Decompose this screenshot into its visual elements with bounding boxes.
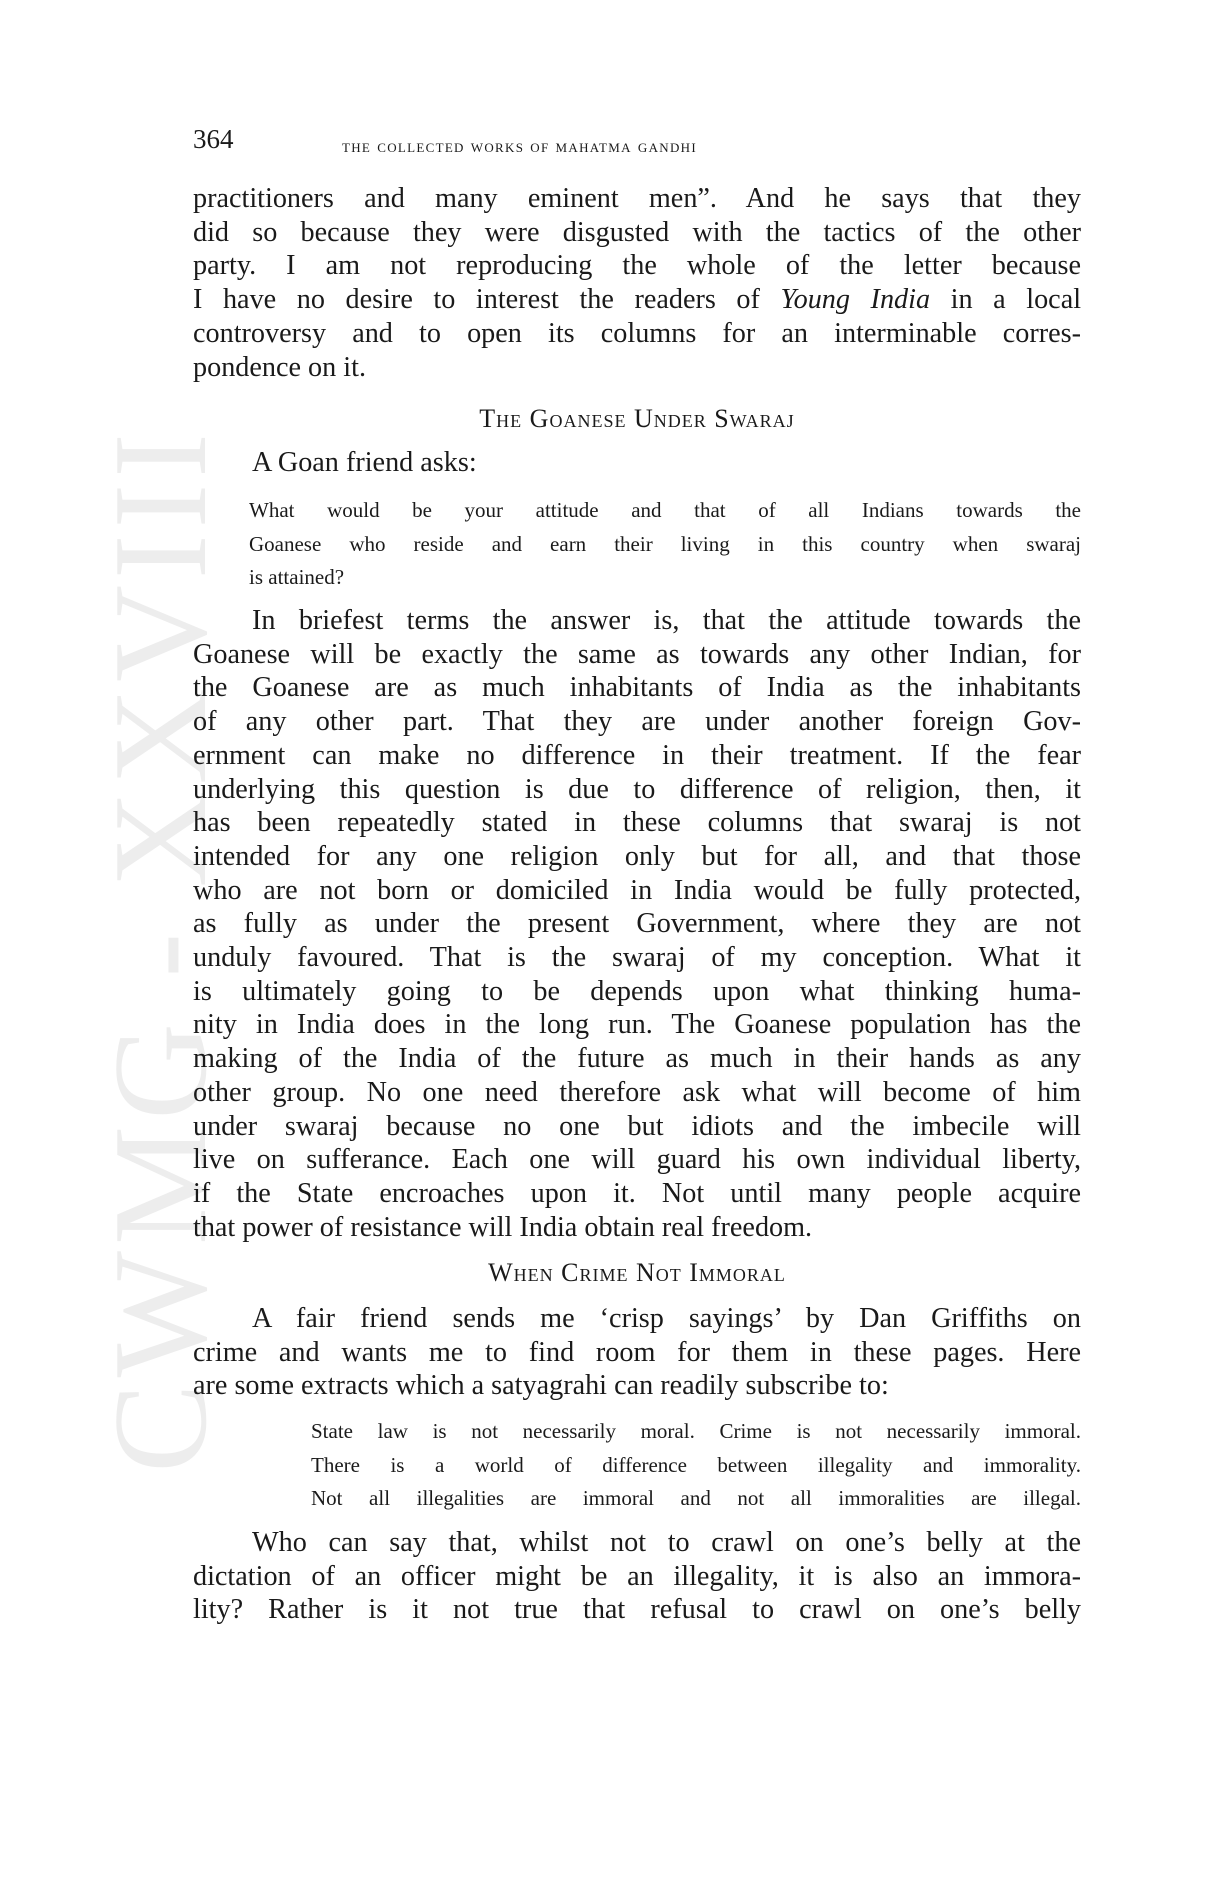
text-line: making of the India of the future as much in their hands as any xyxy=(193,1043,1081,1075)
running-head: the collected works of mahatma gandhi xyxy=(342,136,697,157)
text-line: live on sufferance. Each one will guard his own individual liberty, xyxy=(193,1144,1081,1176)
quote-line: Goanese who reside and earn their living in this country when swaraj xyxy=(249,531,1081,556)
text-line: as fully as under the present Government, where they are not xyxy=(193,908,1081,940)
quote-line: What would be your attitude and that of all Indians towards the xyxy=(249,498,1081,522)
section-intro: A Goan friend asks: xyxy=(252,447,477,478)
text-line: Who can say that, whilst not to crawl on one’s belly at the xyxy=(252,1527,1081,1558)
quote-line: State law is not necessarily moral. Crime is not necessarily immoral. xyxy=(311,1419,1081,1443)
text-fragment: I have no desire to interest the readers of xyxy=(193,284,760,316)
block-quote xyxy=(311,1415,1081,1516)
text-line: if the State encroaches upon it. Not until many people acquire xyxy=(193,1177,1081,1209)
text-line: is ultimately going to be depends upon what thinking huma- xyxy=(193,975,1081,1007)
page-number: 364 xyxy=(193,124,234,154)
quote-line: Not all illegalities are immoral and not all immoralities are illegal. xyxy=(311,1486,1081,1510)
text-line: Goanese will be exactly the same as towards any other Indian, for xyxy=(193,638,1081,670)
section-intro xyxy=(193,1302,1081,1403)
text-line: has been repeatedly stated in these columns that swaraj is not xyxy=(193,807,1081,839)
quote-line: There is a world of difference between illegality and immorality. xyxy=(311,1452,1081,1477)
text-line: A fair friend sends me ‘crisp sayings’ by Dan Griffiths on xyxy=(252,1303,1081,1334)
text-line: intended for any one religion only but for all, and that those xyxy=(193,840,1081,872)
answer-paragraph xyxy=(193,604,1081,1244)
text-line: nity in India does in the long run. The Goanese population has the xyxy=(193,1009,1081,1041)
text-line: are some extracts which a satyagrahi can readily subscribe to: xyxy=(193,1370,889,1402)
text-line: did so because they were disgusted with the tactics of the other xyxy=(193,216,1081,248)
italic-title: Young India xyxy=(780,284,931,316)
text-line: In briefest terms the answer is, that the attitude towards the xyxy=(252,605,1081,636)
section-heading: The Goanese Under Swaraj xyxy=(479,404,795,433)
text-line xyxy=(193,283,1081,317)
block-quote xyxy=(249,494,1081,595)
text-line: the Goanese are as much inhabitants of India as the inhabitants xyxy=(193,672,1081,704)
text-line: lity? Rather is it not true that refusal to crawl on one’s belly xyxy=(193,1594,1081,1626)
text-line: ernment can make no difference in their treatment. If the fear xyxy=(193,739,1081,771)
text-line: of any other part. That they are under another foreign Gov- xyxy=(193,706,1081,738)
paragraph-continuation xyxy=(193,182,1081,384)
text-line: other group. No one need therefore ask what will become of him xyxy=(193,1076,1081,1108)
quote-line: is attained? xyxy=(249,565,345,589)
text-line: party. I am not reproducing the whole of the letter because xyxy=(193,250,1081,282)
text-fragment: in a local xyxy=(950,284,1082,316)
text-line: unduly favoured. That is the swaraj of my conception. What it xyxy=(193,942,1081,974)
closing-paragraph xyxy=(193,1526,1081,1627)
section-heading: When Crime Not Immoral xyxy=(488,1258,786,1287)
text-line: controversy and to open its columns for an interminable corres- xyxy=(193,317,1081,349)
text-line: who are not born or domiciled in India would be fully protected, xyxy=(193,874,1081,906)
text-line: practitioners and many eminent men”. And he says that they xyxy=(193,183,1081,214)
text-line: pondence on it. xyxy=(193,351,366,383)
text-line: dictation of an officer might be an illegality, it is also an immora- xyxy=(193,1560,1081,1592)
text-line: under swaraj because no one but idiots and the imbecile will xyxy=(193,1110,1081,1142)
text-line: that power of resistance will India obtain real freedom. xyxy=(193,1211,813,1243)
text-line: underlying this question is due to difference of religion, then, it xyxy=(193,773,1081,805)
watermark-text: CWMG - XXVIII xyxy=(86,427,234,1473)
text-line: crime and wants me to find room for them in these pages. Here xyxy=(193,1336,1081,1368)
